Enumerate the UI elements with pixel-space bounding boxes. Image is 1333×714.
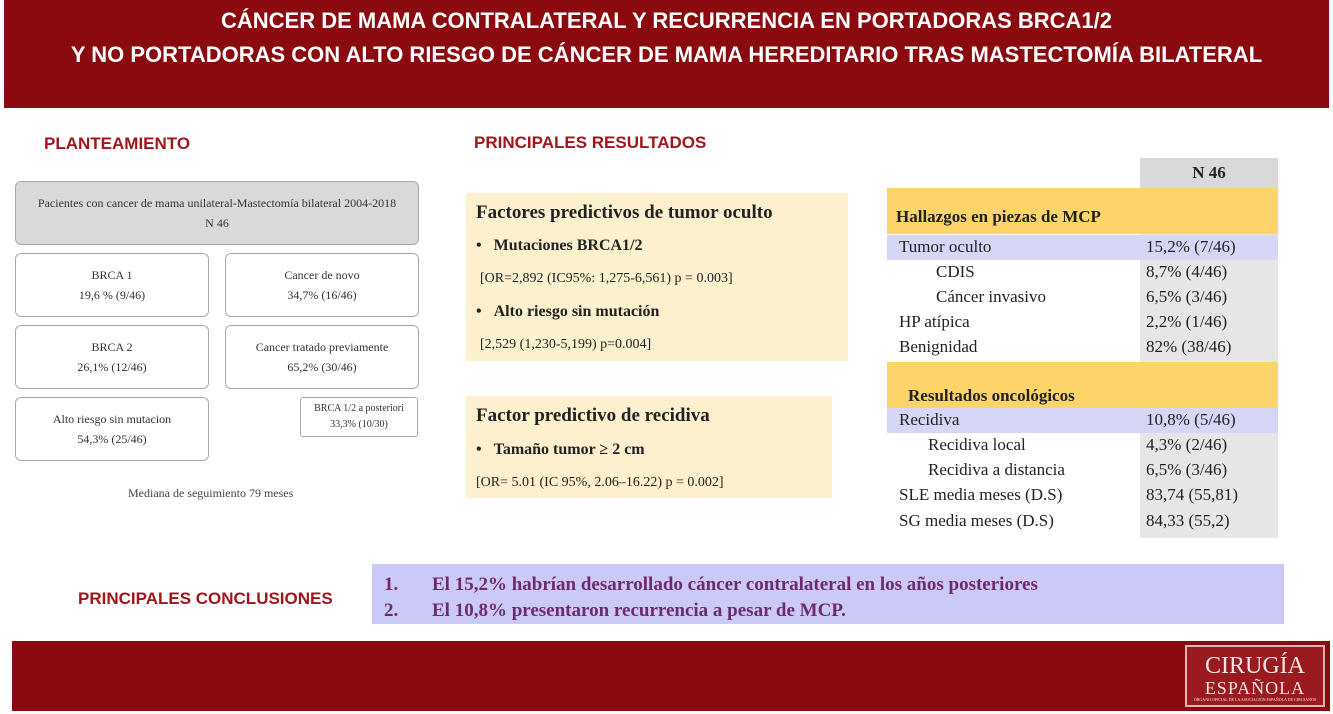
conclusion-text: El 10,8% presentaron recurrencia a pesar de MCP. [432,600,846,621]
table-row-label: Cáncer invasivo [936,287,1046,306]
table-row-label: Recidiva [899,410,960,429]
title-line-2: Y NO PORTADORAS CON ALTO RIESGO DE CÁNCER DE MAMA HEREDITARIO TRAS MASTECTOMÍA BILATERAL [70,42,1263,67]
factores-item-1: • Mutaciones BRCA1/2 [476,237,643,254]
recidiva-item-1-text: Tamaño tumor ≥ 2 cm [493,441,645,458]
hallazgos-title: Hallazgos en piezas de MCP [896,207,1101,226]
conclusiones-title: PRINCIPALES CONCLUSIONES [78,589,333,608]
table-row-value: 15,2% (7/46) [1146,237,1236,256]
conclusion-number: 2. [384,600,399,621]
table-row-label: Benignidad [899,337,978,356]
population-text: Pacientes con cancer de mama unilateral-Mastectomía bilateral 2004-2018 [37,196,397,210]
brca2-value: 26,1% (12/46) [77,360,147,374]
alto-riesgo-box [15,397,209,461]
table-row-label: Recidiva local [928,435,1026,454]
factores-box [466,193,848,361]
factores-item-2: • Alto riesgo sin mutación [476,303,660,320]
tratado-box [225,325,419,389]
brca1-box [15,253,209,317]
recidiva-text-1: [OR= 5.01 (IC 95%, 2.06–16.22) p = 0.002] [476,475,724,490]
table-row-value: 10,8% (5/46) [1146,410,1236,429]
table-row-value: 2,2% (1/46) [1146,312,1228,331]
oncologicos-title: Resultados oncológicos [908,386,1075,405]
title-line-1: CÁNCER DE MAMA CONTRALATERAL Y RECURRENCIA EN PORTADORAS BRCA1/2 [220,8,1113,33]
table-row-value: 83,74 (55,81) [1146,485,1239,504]
recidiva-heading: Factor predictivo de recidiva [476,405,710,426]
posteriori-label: BRCA 1/2 a posteriori [314,403,404,414]
factores-heading: Factores predictivos de tumor oculto [476,202,773,223]
recidiva-box [466,396,832,498]
population-box [15,181,419,245]
table-row-label: Recidiva a distancia [928,460,1065,479]
tratado-label: Cancer tratado previamente [255,340,389,354]
logo-line-2: ESPAÑOLA [1204,678,1306,698]
page-header [4,0,1329,108]
conclusion-text: El 15,2% habrían desarrollado cáncer contralateral en los años posteriores [432,574,1038,595]
recidiva-item-1: • Tamaño tumor ≥ 2 cm [476,441,645,458]
table-row-value: 4,3% (2/46) [1146,435,1228,454]
follow-up-median: Mediana de seguimiento 79 meses [128,486,294,500]
factores-item-1-text: Mutaciones BRCA1/2 [493,237,643,254]
table-row-label: CDIS [936,262,975,281]
cirugia-espanola-logo [1185,645,1325,707]
table-n-header: N 46 [1140,158,1278,188]
table-row-value: 8,7% (4/46) [1146,262,1228,281]
alto-riesgo-label: Alto riesgo sin mutacion [52,412,172,426]
posteriori-box [300,397,418,437]
table-row-value: 6,5% (3/46) [1146,287,1228,306]
table-row-label: Tumor oculto [899,237,992,256]
logo-line-3: ÓRGANO OFICIAL DE LA ASOCIACIÓN ESPAÑOLA DE CIRUJANOS [1193,697,1317,702]
table-row-label: HP atípica [899,312,970,331]
novo-box [225,253,419,317]
tratado-value: 65,2% (30/46) [287,360,357,374]
factores-item-2-text: Alto riesgo sin mutación [493,303,660,320]
brca1-value: 19,6 % (9/46) [78,288,146,302]
alto-riesgo-value: 54,3% (25/46) [77,432,147,446]
table-row-label: SLE media meses (D.S) [899,485,1063,504]
planteamiento-title: PLANTEAMIENTO [44,134,191,153]
factores-text-1: [OR=2,892 (IC95%: 1,275-6,561) p = 0.003] [480,271,733,286]
factores-text-2: [2,529 (1,230-5,199) p=0.004] [480,337,652,352]
table-row-value: 84,33 (55,2) [1146,511,1230,530]
brca2-box [15,325,209,389]
table-row-value: 6,5% (3/46) [1146,460,1228,479]
novo-value: 34,7% (16/46) [287,288,357,302]
logo-line-1: CIRUGÍA [1205,653,1305,679]
table-row-value: 82% (38/46) [1146,337,1232,356]
conclusion-number: 1. [384,574,399,595]
novo-label: Cancer de novo [284,268,360,282]
resultados-title: PRINCIPALES RESULTADOS [474,133,707,152]
table-row-label: SG media meses (D.S) [899,511,1054,530]
posteriori-value: 33,3% (10/30) [330,419,388,430]
page-footer [12,641,1330,711]
brca1-label: BRCA 1 [91,268,133,282]
brca2-label: BRCA 2 [91,340,133,354]
population-n: N 46 [205,216,229,230]
